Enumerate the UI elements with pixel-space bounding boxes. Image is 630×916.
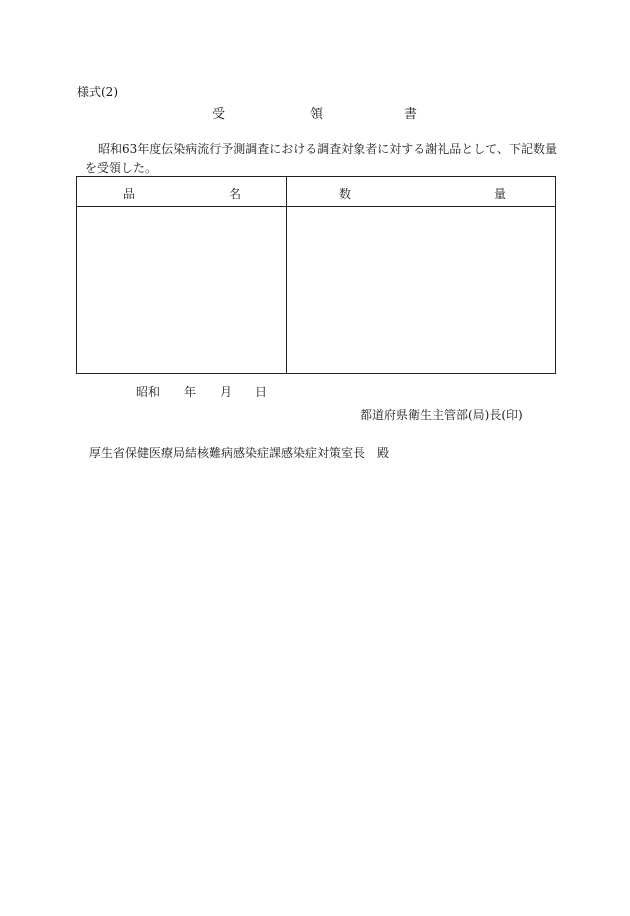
- body-line-2: を受領した。: [85, 161, 158, 175]
- title-char-2: 領: [310, 107, 324, 122]
- quantity-header-second: 量: [494, 187, 507, 201]
- addressee-line: 厚生省保健医療局結核難病感染症課感染症対策室長 殿: [89, 446, 390, 460]
- date-day: 日: [255, 385, 268, 399]
- date-month: 月: [220, 385, 233, 399]
- title-char-1: 受: [212, 107, 226, 122]
- item-name-cell[interactable]: [77, 207, 285, 373]
- date-year: 年: [184, 385, 197, 399]
- item-name-header-first: 品: [123, 187, 136, 201]
- date-era: 昭和: [136, 385, 161, 399]
- title-char-3: 書: [404, 107, 418, 122]
- quantity-cell[interactable]: [287, 207, 555, 373]
- form-label: 様式(2): [77, 85, 118, 99]
- body-line-1: 昭和63年度伝染病流行予測調査における調査対象者に対する謝礼品として、下記数量: [98, 142, 558, 156]
- receipt-table: [76, 176, 556, 374]
- item-name-header-second: 名: [229, 187, 242, 201]
- quantity-header-first: 数: [339, 187, 352, 201]
- signer-line: 都道府県衛生主管部(局)長(印): [360, 408, 523, 422]
